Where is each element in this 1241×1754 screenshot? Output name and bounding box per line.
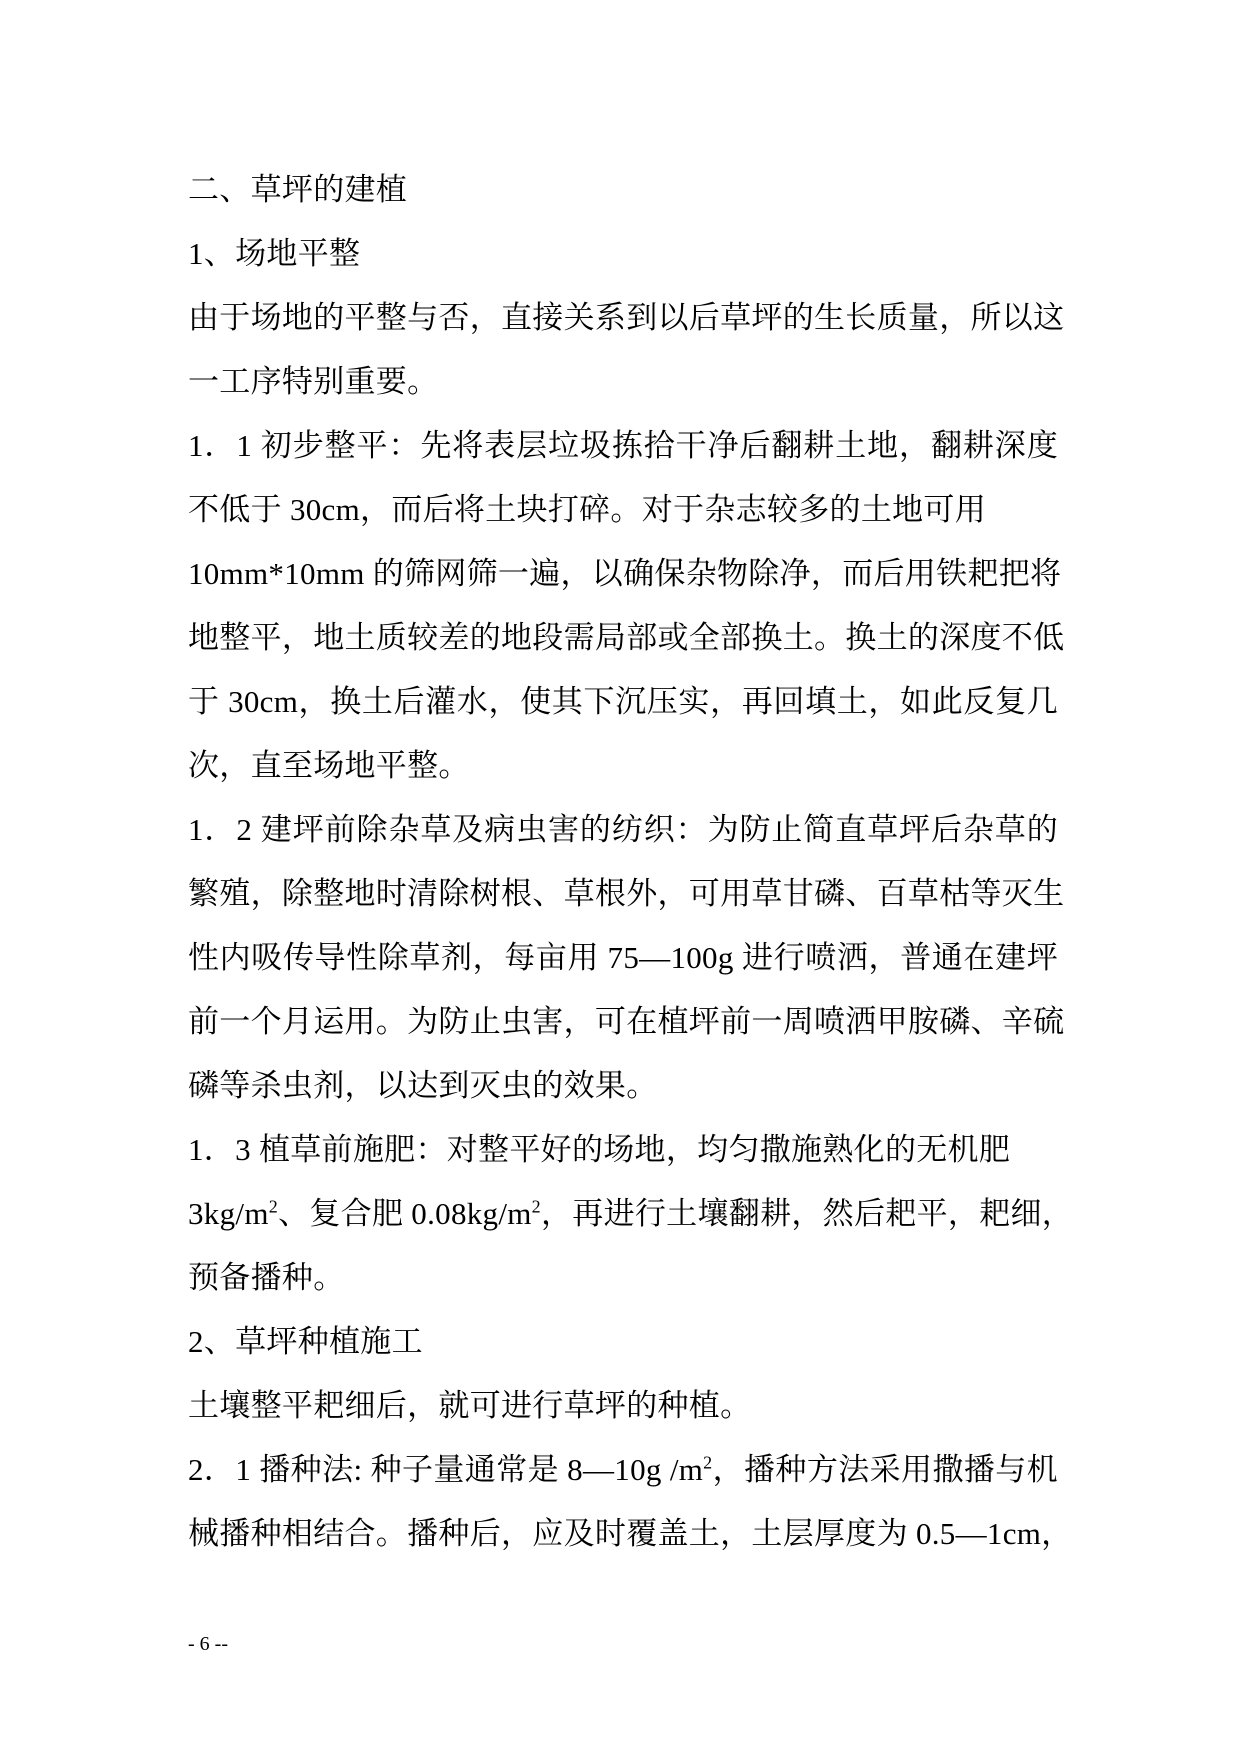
paragraph-line: 1．3 植草前施肥：对整平好的场地，均匀撒施熟化的无机肥 xyxy=(188,1132,1011,1167)
paragraph-line: 1．2 建坪前除杂草及病虫害的纺织：为防止简直草坪后杂草的 xyxy=(188,812,1058,847)
paragraph-line: 次，直至场地平整。 xyxy=(188,748,470,783)
text-segment: ，播种方法采用撒播与机 xyxy=(712,1452,1058,1487)
paragraph-line: 地整平，地土质较差的地段需局部或全部换土。换土的深度不低 xyxy=(188,620,1065,655)
document-body xyxy=(188,158,1074,1566)
paragraph-line: 磷等杀虫剂，以达到灭虫的效果。 xyxy=(188,1068,658,1103)
paragraph-line: 械播种相结合。播种后，应及时覆盖土，土层厚度为 0.5—1cm， xyxy=(188,1516,1073,1551)
section-heading: 二、草坪的建植 xyxy=(188,172,408,207)
paragraph-line: 繁殖，除整地时清除树根、草根外，可用草甘磷、百草枯等灭生 xyxy=(188,876,1065,911)
paragraph-line: 一工序特别重要。 xyxy=(188,364,439,399)
subsection-heading: 1、场地平整 xyxy=(188,236,361,271)
paragraph-line: 前一个月运用。为防止虫害，可在植坪前一周喷洒甲胺磷、辛硫 xyxy=(188,1004,1065,1039)
superscript: 2 xyxy=(268,1196,279,1217)
paragraph-line: 不低于 30cm，而后将土块打碎。对于杂志较多的土地可用 xyxy=(188,492,987,527)
paragraph-line: 10mm*10mm 的筛网筛一遍，以确保杂物除净，而后用铁耙把将 xyxy=(188,556,1062,591)
text-segment: ，再进行土壤翻耕，然后耙平，耙细， xyxy=(540,1196,1074,1231)
paragraph-line: 1．1 初步整平：先将表层垃圾拣拾干净后翻耕土地，翻耕深度 xyxy=(188,428,1058,463)
paragraph-line: 土壤整平耙细后，就可进行草坪的种植。 xyxy=(188,1388,752,1423)
text-segment: 3kg/m xyxy=(188,1196,269,1231)
paragraph-line: 性内吸传导性除草剂，每亩用 75—100g 进行喷洒，普通在建坪 xyxy=(188,940,1058,975)
paragraph-line-seeding xyxy=(188,1438,1058,1502)
superscript: 2 xyxy=(703,1452,713,1473)
paragraph-line: 于 30cm，换土后灌水，使其下沉压实，再回填土，如此反复几 xyxy=(188,684,1058,719)
paragraph-line: 由于场地的平整与否，直接关系到以后草坪的生长质量，所以这 xyxy=(188,300,1065,335)
page-number: - 6 -- xyxy=(188,1633,228,1655)
superscript: 2 xyxy=(531,1196,541,1217)
paragraph-line-fertilizer xyxy=(188,1182,1074,1246)
text-segment: 2．1 播种法: 种子量通常是 8—10g /m xyxy=(188,1452,704,1487)
subsection-heading: 2、草坪种植施工 xyxy=(188,1324,423,1359)
text-segment: 、复合肥 0.08kg/m xyxy=(278,1196,532,1231)
paragraph-line: 预备播种。 xyxy=(188,1260,345,1295)
